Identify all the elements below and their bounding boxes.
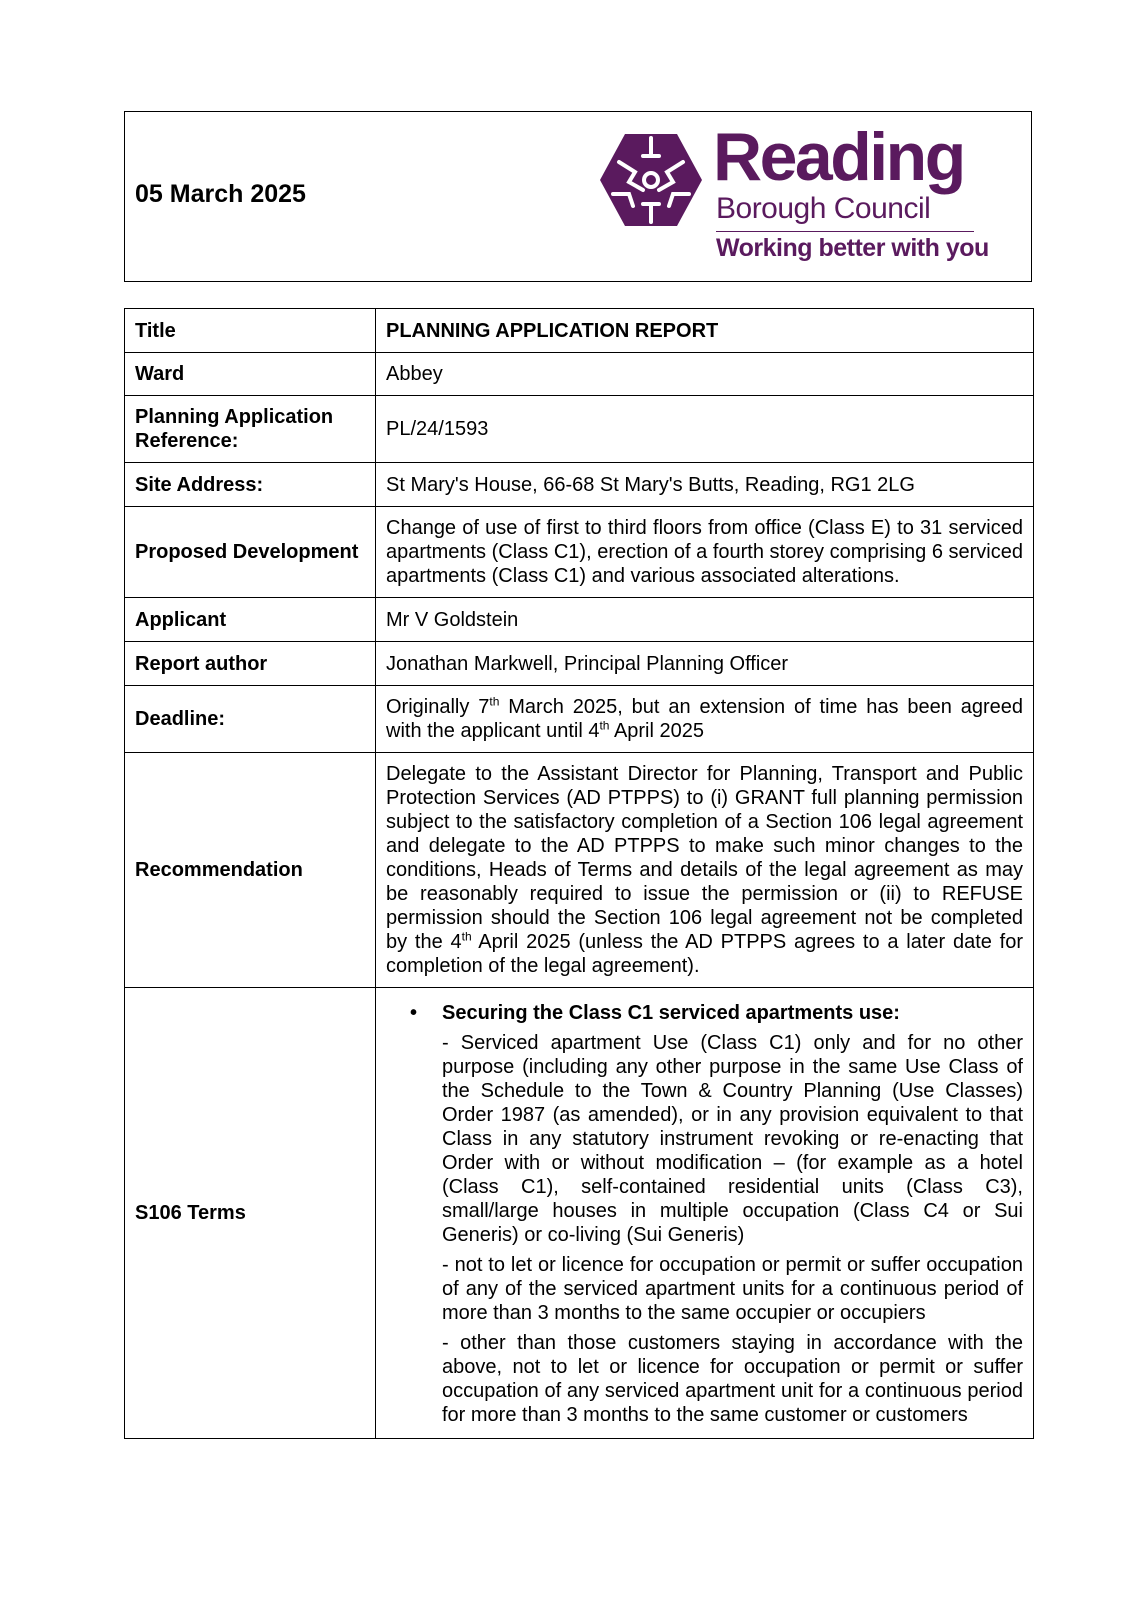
row-s106 bbox=[125, 988, 1034, 1439]
recommendation-value: Delegate to the Assistant Director for Planning, Transport and Public Protection Services (AD PTPPS) to (i) GRANT full planning permission subject to the satisfactory completion of a Section 106 legal agreement and delegate to the AD PTPPS to make such minor changes to the conditions, Heads of Terms and details of the legal agreement as may be reasonably required to issue the permission or (ii) to REFUSE permission should the Section 106 legal agreement not be completed by the 4th April 2025 (unless the AD PTPPS agrees to a later date for completion of the legal agreement). bbox=[376, 753, 1034, 988]
author-value: Jonathan Markwell, Principal Planning Officer bbox=[376, 642, 1034, 686]
reference-value: PL/24/1593 bbox=[376, 396, 1034, 463]
applicant-value: Mr V Goldstein bbox=[376, 598, 1034, 642]
logo-tagline: Working better with you bbox=[716, 234, 989, 262]
row-label: Planning Application Reference: bbox=[125, 396, 376, 463]
deadline-value: Originally 7th March 2025, but an extension of time has been agreed with the applicant until 4th April 2025 bbox=[376, 686, 1034, 753]
logo-subtitle: Borough Council bbox=[716, 192, 931, 225]
row-label: Ward bbox=[125, 353, 376, 396]
row-deadline bbox=[125, 686, 1034, 753]
logo-divider bbox=[716, 231, 974, 232]
s106-paragraph: - other than those customers staying in accordance with the above, not to let or licence for occupation or permit or suffer occupation of any serviced apartment unit for a continuous period for more than 3 months to the same customer or customers bbox=[442, 1332, 1023, 1426]
development-value: Change of use of first to third floors from office (Class E) to 31 serviced apartments (Class C1), erection of a fourth storey comprising 6 serviced apartments (Class C1) and various associated alterations. bbox=[376, 507, 1034, 598]
hexagon-puzzle-logo-icon bbox=[599, 132, 703, 228]
logo-wordmark: Reading bbox=[713, 119, 964, 195]
row-label: Report author bbox=[125, 642, 376, 686]
report-header bbox=[124, 111, 1032, 282]
row-address bbox=[125, 463, 1034, 507]
row-label: Applicant bbox=[125, 598, 376, 642]
row-recommendation bbox=[125, 753, 1034, 988]
row-reference bbox=[125, 396, 1034, 463]
address-value: St Mary's House, 66-68 St Mary's Butts, Reading, RG1 2LG bbox=[376, 463, 1034, 507]
row-label: Recommendation bbox=[125, 753, 376, 988]
row-label: Title bbox=[125, 309, 376, 353]
row-label: S106 Terms bbox=[125, 988, 376, 1439]
row-label: Deadline: bbox=[125, 686, 376, 753]
list-item bbox=[410, 1001, 1023, 1025]
s106-paragraph: - not to let or licence for occupation or permit or suffer occupation of any of the serviced apartment units for a continuous period of more than 3 months to the same occupier or occupiers bbox=[442, 1254, 1023, 1324]
bullet-icon: • bbox=[410, 1002, 418, 1024]
s106-paragraph: - Serviced apartment Use (Class C1) only and for no other purpose (including any other purpose in the same Use Class of the Schedule to the Town & Country Planning (Use Classes) Order 1987 (as amended), or in any provision equivalent to that Class in any statutory instrument revoking or re-enacting that Order with or without modification – (for example as a hotel (Class C1), self-contained residential units (Class C3), small/large houses in multiple occupation (Class C4 or Sui Generis) or co-living (Sui Generis) bbox=[442, 1032, 1023, 1246]
row-label: Proposed Development bbox=[125, 507, 376, 598]
row-development bbox=[125, 507, 1034, 598]
row-title bbox=[125, 309, 1034, 353]
row-applicant bbox=[125, 598, 1034, 642]
s106-bullet-list bbox=[386, 997, 1023, 1429]
report-date: 05 March 2025 bbox=[135, 180, 306, 208]
report-title-value: PLANNING APPLICATION REPORT bbox=[376, 309, 1034, 353]
report-table bbox=[124, 308, 1034, 1439]
row-ward bbox=[125, 353, 1034, 396]
ward-value: Abbey bbox=[376, 353, 1034, 396]
row-author bbox=[125, 642, 1034, 686]
s106-heading: Securing the Class C1 serviced apartments use: bbox=[442, 1002, 900, 1024]
s106-value bbox=[376, 988, 1034, 1439]
council-logo bbox=[599, 119, 989, 268]
row-label: Site Address: bbox=[125, 463, 376, 507]
